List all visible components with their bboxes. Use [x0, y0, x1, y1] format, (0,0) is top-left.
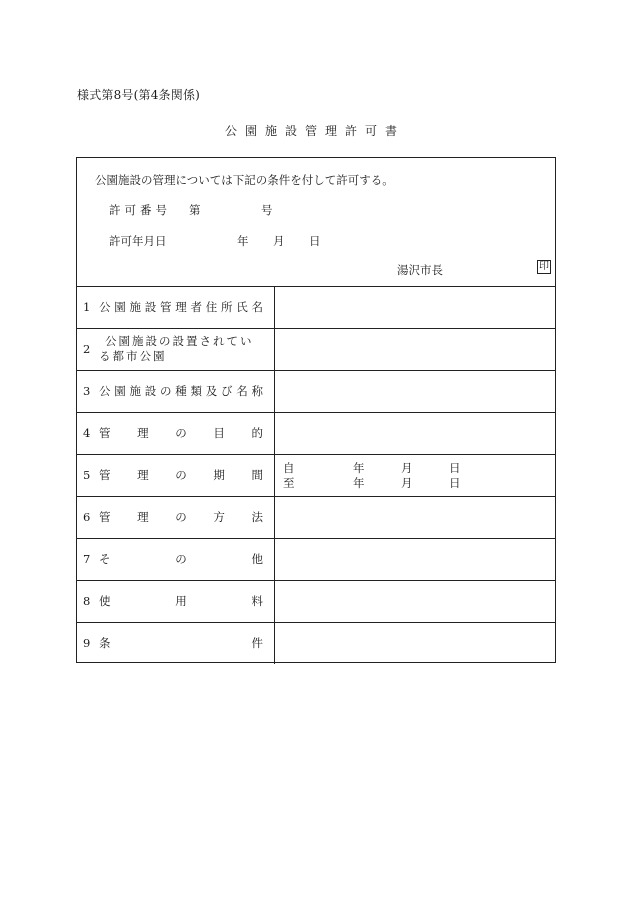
row-number: 5 [83, 468, 91, 482]
table-row [77, 412, 555, 454]
intro-text: 公園施設の管理については下記の条件を付して許可する。 [95, 173, 394, 187]
label-char: 住 [205, 300, 218, 314]
period-month: 月 [401, 476, 413, 490]
label-char: の [175, 426, 187, 440]
form-number: 様式第8号(第4条関係) [77, 88, 201, 102]
label-char: 及 [205, 384, 218, 398]
label-char: 管 [99, 510, 111, 524]
label-char: そ [99, 552, 111, 566]
row-number: 2 [83, 342, 91, 356]
row-label [99, 623, 263, 664]
label-char: 種 [175, 384, 187, 398]
label-char: 件 [251, 636, 263, 650]
label-char: 公 [99, 300, 111, 314]
seal-icon: 印 [539, 261, 549, 272]
row-value-field[interactable] [274, 497, 555, 538]
row-label [99, 497, 263, 538]
table-row [77, 286, 555, 328]
row-number: 4 [83, 426, 91, 440]
row-value-field[interactable] [274, 329, 555, 370]
label-char: 法 [251, 510, 263, 524]
period-from-label: 自 [283, 461, 295, 475]
label-char: 間 [251, 468, 263, 482]
period-month: 月 [401, 461, 413, 475]
label-char: 理 [175, 300, 187, 314]
label-char: 使 [99, 594, 111, 608]
label-char: 他 [251, 552, 263, 566]
table-row [77, 496, 555, 538]
period-to-label: 至 [283, 476, 295, 490]
label-char: 管 [99, 426, 111, 440]
label-char: 的 [251, 426, 263, 440]
period-year: 年 [353, 461, 365, 475]
row-value-field[interactable] [274, 371, 555, 412]
table-row [77, 370, 555, 412]
row-label-line2: る都市公園 [99, 349, 167, 363]
label-char: 設 [144, 384, 157, 398]
label-char: 理 [137, 510, 149, 524]
permit-form [76, 157, 556, 663]
label-char: 者 [190, 300, 202, 314]
row-value-field[interactable] [274, 287, 555, 328]
label-char: 施 [129, 384, 141, 398]
label-char: 所 [221, 300, 233, 314]
label-char: 理 [137, 426, 149, 440]
permit-number-go: 号 [261, 203, 273, 217]
label-char: 管 [99, 468, 111, 482]
label-char: 設 [144, 300, 157, 314]
permit-number-dai: 第 [189, 203, 201, 217]
row-label-line1: 公園施設の設置されてい [105, 334, 254, 348]
label-char: 料 [251, 594, 263, 608]
table-row [77, 328, 555, 370]
label-char: 類 [190, 384, 202, 398]
period-day: 日 [449, 461, 461, 475]
row-number: 9 [83, 636, 91, 650]
label-char: 目 [213, 426, 225, 440]
row-label [99, 581, 263, 622]
period-from-line [283, 460, 543, 475]
permit-number-label: 許可番号 [109, 203, 171, 217]
label-char: 期 [213, 468, 225, 482]
row-number: 1 [83, 300, 91, 314]
row-number: 8 [83, 594, 91, 608]
permit-date-day: 日 [309, 234, 321, 248]
items-table [77, 286, 555, 664]
label-char: 園 [114, 300, 126, 314]
label-char: の [175, 552, 187, 566]
row-value-field[interactable] [274, 581, 555, 622]
period-field[interactable] [274, 455, 555, 496]
table-row [77, 454, 555, 496]
period-year: 年 [353, 476, 365, 490]
row-label [99, 455, 263, 496]
label-char: の [175, 510, 187, 524]
label-char: 称 [251, 384, 263, 398]
issuer-name: 湯沢市長 [397, 263, 443, 277]
row-label [99, 329, 269, 370]
label-char: の [175, 468, 187, 482]
row-number: 6 [83, 510, 91, 524]
label-char: 管 [160, 300, 172, 314]
label-char: 園 [114, 384, 126, 398]
label-char: の [160, 384, 172, 398]
permit-date-month: 月 [273, 234, 285, 248]
label-char: 方 [213, 510, 225, 524]
row-value-field[interactable] [274, 413, 555, 454]
label-char: び [221, 384, 233, 398]
row-value-field[interactable] [274, 623, 555, 664]
table-row [77, 538, 555, 580]
label-char: 氏 [236, 300, 248, 314]
row-label [99, 371, 263, 412]
label-char: 名 [236, 384, 248, 398]
row-label [99, 413, 263, 454]
permit-date-label: 許可年月日 [109, 234, 167, 248]
label-char: 条 [99, 636, 111, 650]
row-label [99, 287, 263, 328]
label-char: 用 [175, 594, 187, 608]
row-number: 3 [83, 384, 91, 398]
table-row [77, 622, 555, 664]
row-number: 7 [83, 552, 91, 566]
table-row [77, 580, 555, 622]
label-char: 名 [251, 300, 263, 314]
label-char: 理 [137, 468, 149, 482]
document-title: 公園施設管理許可書 [224, 124, 405, 138]
permit-date-year: 年 [237, 234, 249, 248]
period-to-line [283, 475, 543, 490]
label-char: 施 [129, 300, 141, 314]
period-day: 日 [449, 476, 461, 490]
row-label [99, 539, 263, 580]
row-value-field[interactable] [274, 539, 555, 580]
label-char: 公 [99, 384, 111, 398]
